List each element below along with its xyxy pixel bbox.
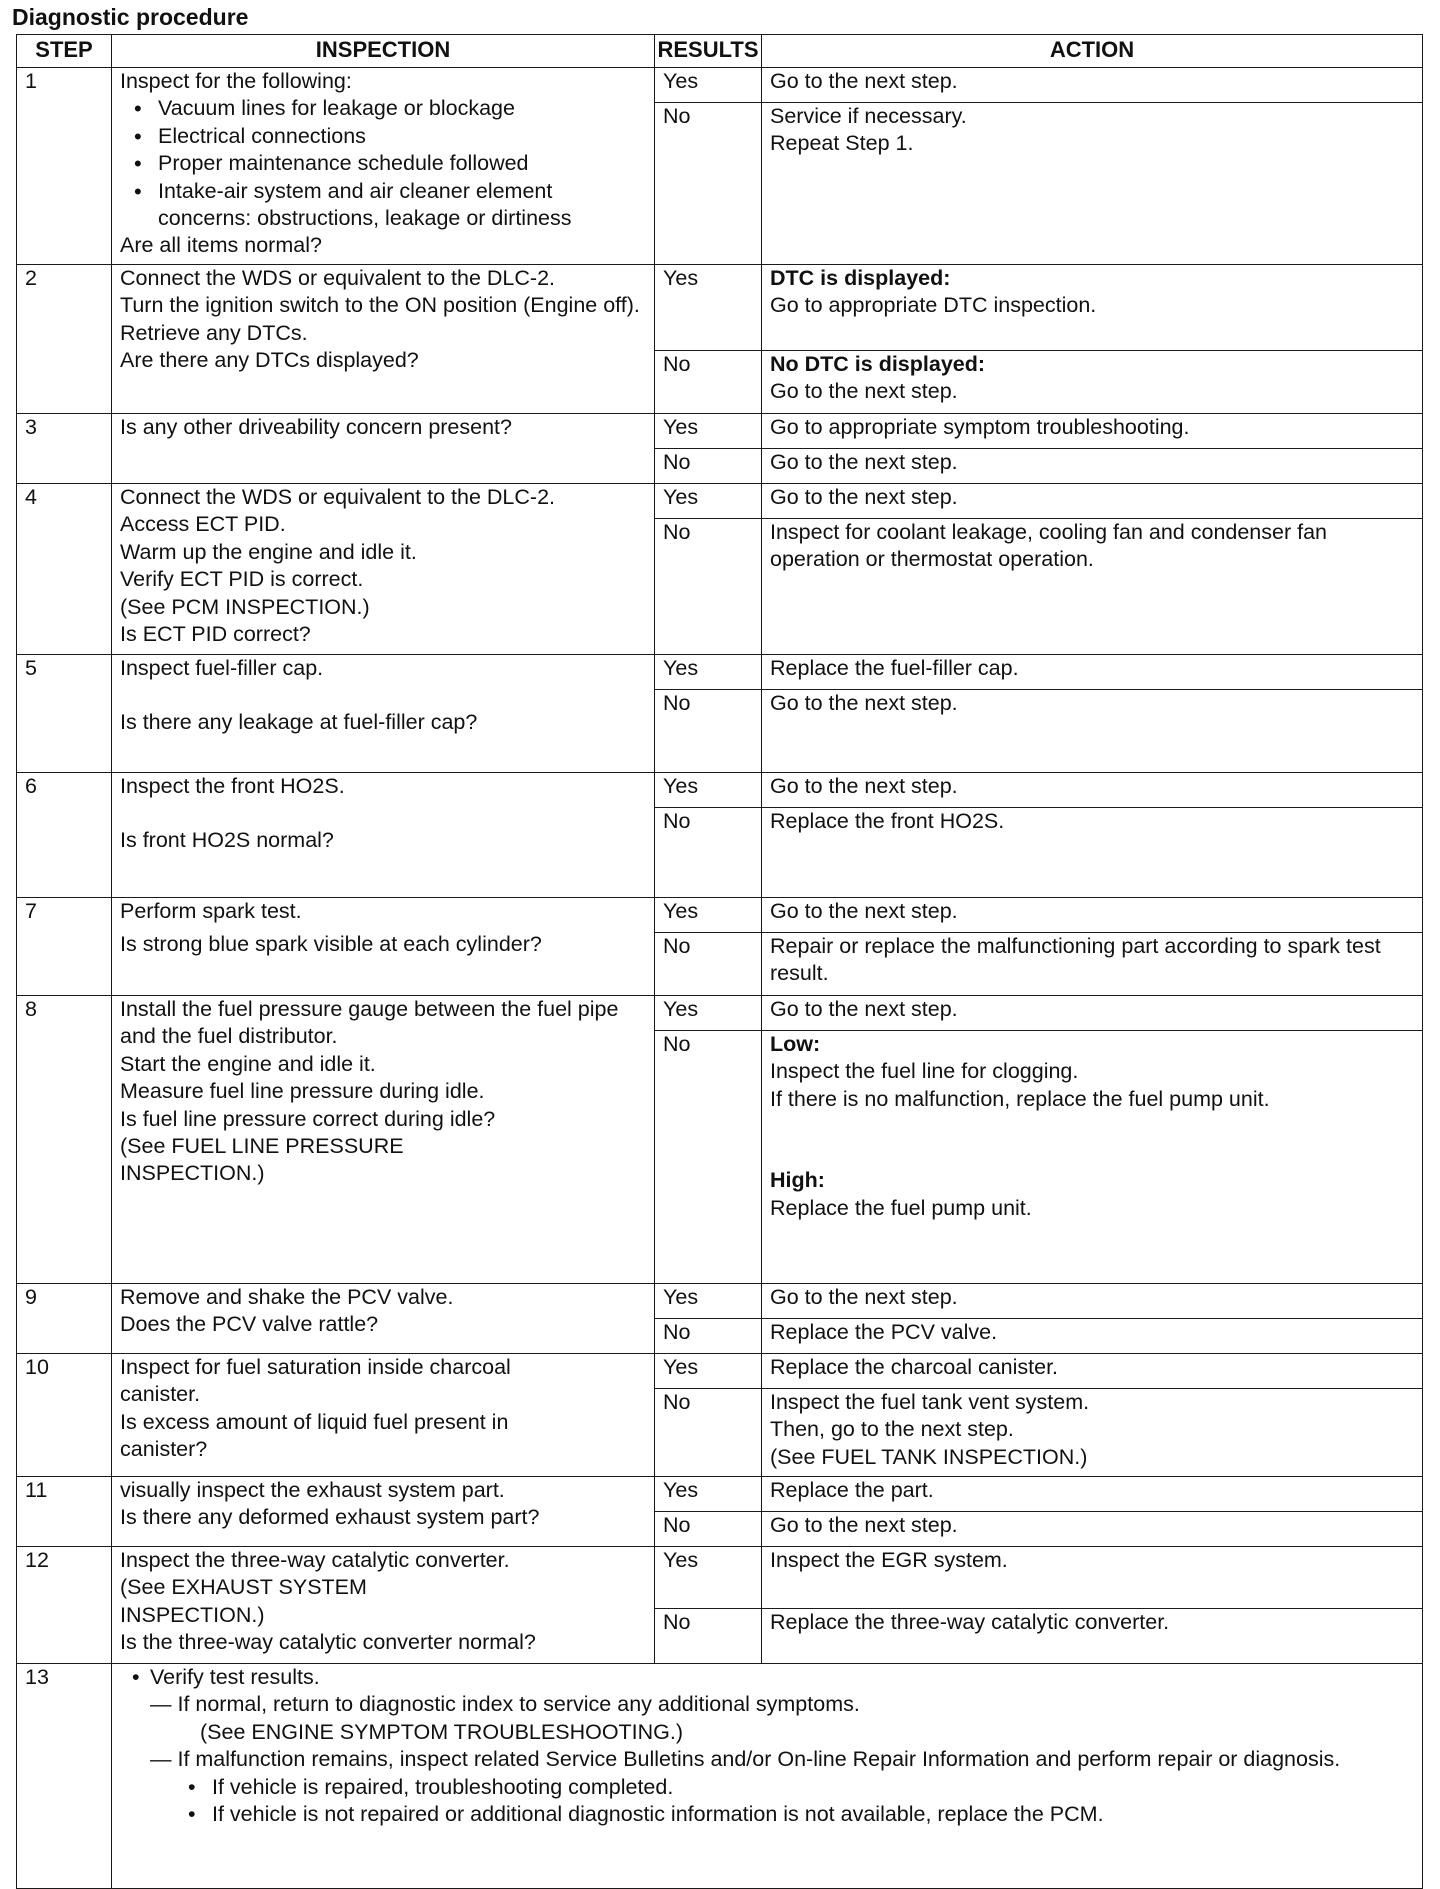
result-no: No [655,808,762,898]
action-yes: Inspect the EGR system. [762,1547,1423,1609]
inspection-cell [112,898,655,996]
step-number: 4 [17,484,112,655]
action-no: Replace the three-way catalytic converter. [762,1609,1423,1664]
inspection-question: Is fuel line pressure correct during idle? [120,1106,496,1131]
result-no: No [655,449,762,484]
action-no: Replace the front HO2S. [762,808,1423,898]
result-no: No [655,1389,762,1477]
final-step-line [120,1664,1416,1691]
result-no: No [655,690,762,773]
step-number: 11 [17,1477,112,1547]
header-step: STEP [17,35,112,68]
inspection-line: (See EXHAUST SYSTEM INSPECTION.) [120,1575,367,1627]
action-line: Go to the next step. [770,379,958,404]
action-yes: Go to the next step. [762,484,1423,519]
final-step-line: — If malfunction remains, inspect related Service Bulletins and/or On-line Repair Information and perform repair or diagnosis. [150,1747,1341,1772]
inspection-line: Measure fuel line pressure during idle. [120,1079,485,1104]
blank-space [120,800,648,827]
action-no: Go to the next step. [762,690,1423,773]
inspection-line: Inspect for the following: [120,69,352,93]
table-row [17,484,1423,519]
action-line: Service if necessary. [770,104,967,128]
result-yes: Yes [655,1547,762,1609]
inspection-line: Inspect the front HO2S. [120,774,345,798]
action-yes: Go to the next step. [762,1284,1423,1319]
final-step-line: — If normal, return to diagnostic index to service any additional symptoms. [150,1692,860,1717]
result-yes: Yes [655,773,762,808]
inspection-cell: Is any other driveability concern present? [112,414,655,484]
action-yes [762,265,1423,351]
table-row [17,773,1423,808]
action-no [762,103,1423,265]
inspection-line: Install the fuel pressure gauge between the fuel pipe and the fuel distributor. [120,997,619,1049]
bullet-icon: • [132,1665,140,1689]
inspection-line: Remove and shake the PCV valve. [120,1285,454,1309]
result-no: No [655,1609,762,1664]
step-number: 5 [17,655,112,773]
bullet-icon: • [188,1802,196,1827]
table-row [17,265,1423,351]
header-action: ACTION [762,35,1423,68]
step-number: 6 [17,773,112,898]
result-yes: Yes [655,655,762,690]
final-step-text: If vehicle is not repaired or additional diagnostic information is not available, replace the PCM. [212,1802,1104,1827]
inspection-cell [112,996,655,1284]
action-yes: Replace the part. [762,1477,1423,1512]
step-number: 2 [17,265,112,414]
inspection-bullet-list [120,95,648,232]
action-line: Inspect the fuel line for clogging. [770,1059,1079,1084]
inspection-question: Does the PCV valve rattle? [120,1312,379,1337]
inspection-cell [112,68,655,265]
table-header-row [17,35,1423,68]
step-number: 7 [17,898,112,996]
action-line: Repeat Step 1. [770,131,914,156]
final-step-line [120,1774,1416,1801]
page-title: Diagnostic procedure [12,4,249,30]
action-line: Then, go to the next step. [770,1417,1014,1442]
result-yes: Yes [655,68,762,103]
action-heading: No DTC is displayed: [770,352,986,376]
inspection-question: Is excess amount of liquid fuel present in canister? [120,1409,509,1462]
action-line: Go to appropriate DTC inspection. [770,293,1097,318]
action-no [762,1031,1423,1284]
table-row [17,996,1423,1031]
action-no: Inspect for coolant leakage, cooling fan and condenser fan operation or thermostat operation. [762,519,1423,655]
inspection-cell [112,1547,655,1664]
inspection-line: Start the engine and idle it. [120,1051,376,1076]
step-number: 1 [17,68,112,265]
action-no [762,351,1423,414]
table-row [17,68,1423,103]
inspection-line: (See PCM INSPECTION.) [120,594,370,619]
result-no: No [655,519,762,655]
action-yes: Go to the next step. [762,773,1423,808]
action-yes: Go to appropriate symptom troubleshooting. [762,414,1423,449]
step-number: 12 [17,1547,112,1664]
table-row [17,898,1423,933]
step-number: 9 [17,1284,112,1354]
inspection-line: Inspect for fuel saturation inside charcoal canister. [120,1355,511,1407]
result-no: No [655,1512,762,1547]
inspection-bullet: • Electrical connections [158,123,648,150]
inspection-line: Inspect the three-way catalytic converter. [120,1548,510,1572]
result-yes: Yes [655,414,762,449]
header-inspection: INSPECTION [112,35,655,68]
inspection-cell [112,1354,655,1477]
inspection-bullet: • Intake-air system and air cleaner element concerns: obstructions, leakage or dirtiness [158,178,648,233]
inspection-line: Warm up the engine and idle it. [120,539,417,564]
table-row [17,1477,1423,1512]
inspection-cell [112,1284,655,1354]
inspection-line: Retrieve any DTCs. [120,320,308,345]
final-step-line [120,1801,1416,1828]
step-number: 13 [17,1664,112,1889]
action-line: If there is no malfunction, replace the fuel pump unit. [770,1086,1270,1111]
blank-space [770,1140,1416,1167]
inspection-cell [112,484,655,655]
result-yes: Yes [655,996,762,1031]
blank-space [770,1113,1416,1140]
final-step-cell [112,1664,1423,1889]
table-row [17,1664,1423,1889]
result-yes: Yes [655,1354,762,1389]
action-line: Replace the fuel pump unit. [770,1195,1032,1220]
inspection-cell [112,773,655,898]
header-results: RESULTS [655,35,762,68]
inspection-question: Is strong blue spark visible at each cylinder? [120,932,542,957]
step-number: 8 [17,996,112,1284]
inspection-cell [112,265,655,414]
inspection-question: Is ECT PID correct? [120,622,311,647]
result-no: No [655,1031,762,1284]
action-yes: Go to the next step. [762,996,1423,1031]
inspection-line: (See FUEL LINE PRESSURE INSPECTION.) [120,1134,404,1186]
step-number: 3 [17,414,112,484]
result-no: No [655,1319,762,1354]
inspection-bullet: • Proper maintenance schedule followed [158,150,648,177]
inspection-question: Are there any DTCs displayed? [120,348,419,373]
action-heading: DTC is displayed: [770,266,951,290]
result-no: No [655,933,762,996]
table-row [17,1284,1423,1319]
action-no: Go to the next step. [762,449,1423,484]
result-no: No [655,351,762,414]
inspection-question: Is there any deformed exhaust system part? [120,1505,540,1530]
step-number: 10 [17,1354,112,1477]
inspection-question: Is there any leakage at fuel-filler cap? [120,710,478,735]
final-step-text: Verify test results. [150,1665,320,1689]
action-yes: Replace the fuel-filler cap. [762,655,1423,690]
table-row [17,1354,1423,1389]
inspection-line: Connect the WDS or equivalent to the DLC-2. [120,266,555,290]
action-yes: Go to the next step. [762,68,1423,103]
table-row [17,414,1423,449]
inspection-line: visually inspect the exhaust system part. [120,1478,505,1502]
inspection-bullet: • Vacuum lines for leakage or blockage [158,95,648,122]
result-yes: Yes [655,898,762,933]
inspection-line: Turn the ignition switch to the ON position (Engine off). [120,293,640,318]
inspection-line: Access ECT PID. [120,512,286,537]
action-heading: Low: [770,1032,821,1056]
result-yes: Yes [655,484,762,519]
inspection-question: Are all items normal? [120,233,322,258]
inspection-question: Is front HO2S normal? [120,828,334,853]
inspection-question: Is the three-way catalytic converter normal? [120,1630,536,1655]
inspection-line: Perform spark test. [120,899,302,923]
inspection-cell [112,1477,655,1547]
result-yes: Yes [655,1284,762,1319]
action-no [762,1389,1423,1477]
diagnostic-table [16,34,1423,1889]
inspection-line: Connect the WDS or equivalent to the DLC-2. [120,485,555,509]
action-no: Replace the PCV valve. [762,1319,1423,1354]
action-line: Inspect the fuel tank vent system. [770,1390,1090,1414]
blank-space [120,682,648,709]
action-no: Repair or replace the malfunctioning part according to spark test result. [762,933,1423,996]
result-no: No [655,103,762,265]
final-step-text: If vehicle is repaired, troubleshooting completed. [212,1774,674,1799]
action-yes: Go to the next step. [762,898,1423,933]
final-step-line: (See ENGINE SYMPTOM TROUBLESHOOTING.) [200,1719,684,1744]
table-row [17,655,1423,690]
table-row [17,1547,1423,1609]
inspection-line: Verify ECT PID is correct. [120,567,364,592]
action-no: Go to the next step. [762,1512,1423,1547]
action-yes: Replace the charcoal canister. [762,1354,1423,1389]
action-heading: High: [770,1168,825,1193]
action-line: (See FUEL TANK INSPECTION.) [770,1444,1088,1469]
bullet-icon: • [188,1774,196,1799]
result-yes: Yes [655,265,762,351]
inspection-cell [112,655,655,773]
inspection-line: Inspect fuel-filler cap. [120,656,324,680]
result-yes: Yes [655,1477,762,1512]
